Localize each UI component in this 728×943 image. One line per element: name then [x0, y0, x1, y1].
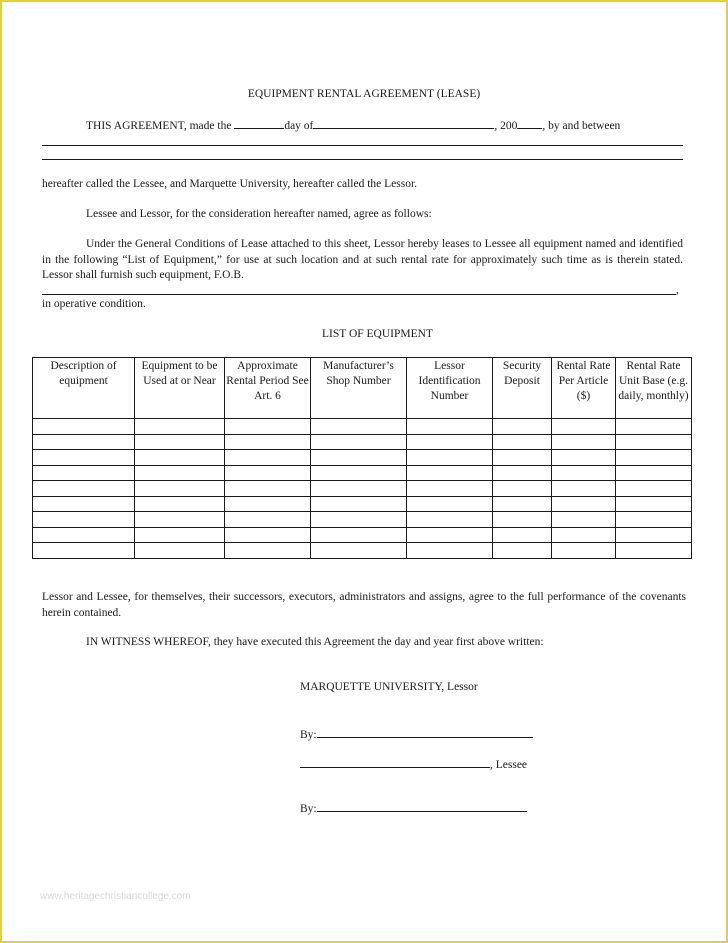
table-cell[interactable] — [407, 465, 493, 481]
lessor-signature-field[interactable] — [317, 726, 533, 738]
table-cell[interactable] — [493, 465, 552, 481]
lessee-name-row — [300, 756, 527, 774]
table-cell[interactable] — [311, 419, 407, 435]
table-header-row — [33, 358, 692, 419]
year-field[interactable] — [517, 117, 542, 129]
lessee-name-field[interactable] — [300, 756, 490, 768]
table-cell[interactable] — [135, 543, 225, 559]
table-cell[interactable] — [407, 450, 493, 466]
table-cell[interactable] — [311, 465, 407, 481]
month-field[interactable] — [313, 117, 494, 129]
table-cell[interactable] — [407, 512, 493, 528]
table-row — [33, 527, 692, 543]
watermark: www.heritagechristiancollege.com — [40, 891, 191, 902]
table-cell[interactable] — [135, 434, 225, 450]
table-cell[interactable] — [616, 512, 692, 528]
consideration-text: Lessee and Lessor, for the consideration hereafter named, agree as follows: — [86, 208, 432, 220]
lessee-name-line-1[interactable] — [42, 145, 683, 146]
intro-text-made: THIS AGREEMENT, made the — [86, 120, 232, 132]
intro-line — [86, 117, 620, 135]
table-cell[interactable] — [311, 512, 407, 528]
table-cell[interactable] — [493, 512, 552, 528]
col-security-deposit: Security Deposit — [493, 358, 552, 419]
table-cell[interactable] — [493, 481, 552, 497]
conditions-paragraph: Under the General Conditions of Lease attached to this sheet, Lessor hereby leases to Lessee all equipment named and identified in the following “List of Equipment,” for use at such location and at such rental rate for approximately such time as is therein stated. Lessor shall furnish such equipment, F.O.B. — [42, 238, 683, 281]
table-cell[interactable] — [33, 481, 135, 497]
list-heading: LIST OF EQUIPMENT — [322, 328, 433, 340]
table-cell[interactable] — [552, 465, 616, 481]
lessee-label: , Lessee — [490, 759, 528, 771]
table-row — [33, 543, 692, 559]
table-cell[interactable] — [311, 496, 407, 512]
document-title: EQUIPMENT RENTAL AGREEMENT (LEASE) — [247, 88, 481, 100]
table-cell[interactable] — [407, 434, 493, 450]
col-lessor-id: Lessor Identification Number — [407, 358, 493, 419]
table-cell[interactable] — [407, 543, 493, 559]
table-cell[interactable] — [225, 419, 311, 435]
table-cell[interactable] — [493, 450, 552, 466]
col-shop-number: Manufacturer’s Shop Number — [311, 358, 407, 419]
col-description: Description of equipment — [33, 358, 135, 419]
table-cell[interactable] — [407, 419, 493, 435]
table-cell[interactable] — [33, 512, 135, 528]
table-cell[interactable] — [552, 450, 616, 466]
col-rate-unit-base: Rental Rate Unit Base (e.g. daily, monthly) — [616, 358, 692, 419]
table-cell[interactable] — [552, 419, 616, 435]
day-field[interactable] — [234, 117, 284, 129]
table-cell[interactable] — [33, 527, 135, 543]
table-cell[interactable] — [311, 434, 407, 450]
table-cell[interactable] — [311, 543, 407, 559]
table-cell[interactable] — [616, 543, 692, 559]
equipment-table — [32, 357, 692, 559]
operative-text: in operative condition. — [42, 298, 146, 310]
intro-text-between: , by and between — [542, 120, 621, 132]
table-cell[interactable] — [33, 450, 135, 466]
by-label-2: By: — [300, 803, 317, 815]
table-cell[interactable] — [552, 434, 616, 450]
table-cell[interactable] — [135, 465, 225, 481]
table-cell[interactable] — [552, 496, 616, 512]
table-cell[interactable] — [135, 419, 225, 435]
lessee-name-line-2[interactable] — [42, 159, 683, 160]
table-cell[interactable] — [33, 419, 135, 435]
table-cell[interactable] — [135, 512, 225, 528]
table-cell[interactable] — [616, 465, 692, 481]
table-row — [33, 481, 692, 497]
table-cell[interactable] — [552, 512, 616, 528]
table-row — [33, 496, 692, 512]
intro-text-year: , 200 — [494, 120, 518, 132]
table-cell[interactable] — [616, 496, 692, 512]
table-row — [33, 450, 692, 466]
table-cell[interactable] — [225, 512, 311, 528]
table-cell[interactable] — [493, 496, 552, 512]
table-cell[interactable] — [616, 419, 692, 435]
table-cell[interactable] — [407, 496, 493, 512]
col-rental-period: Approximate Rental Period See Art. 6 — [225, 358, 311, 419]
table-cell[interactable] — [33, 434, 135, 450]
table-cell[interactable] — [225, 434, 311, 450]
equipment-table-body — [33, 419, 692, 559]
table-row — [33, 419, 692, 435]
table-cell[interactable] — [552, 481, 616, 497]
table-cell[interactable] — [616, 450, 692, 466]
table-cell[interactable] — [225, 465, 311, 481]
table-cell[interactable] — [493, 419, 552, 435]
fob-comma: , — [676, 284, 679, 296]
table-cell[interactable] — [311, 450, 407, 466]
intro-text-dayof: day of — [284, 120, 314, 132]
by-label-1: By: — [300, 729, 317, 741]
table-row — [33, 512, 692, 528]
table-cell[interactable] — [407, 527, 493, 543]
table-cell[interactable] — [135, 481, 225, 497]
lessee-signature-line — [300, 800, 527, 818]
table-cell[interactable] — [616, 481, 692, 497]
table-row — [33, 434, 692, 450]
lessor-signature-line — [300, 726, 533, 744]
table-cell[interactable] — [225, 450, 311, 466]
table-cell[interactable] — [225, 527, 311, 543]
successors-paragraph: Lessor and Lessee, for themselves, their successors, executors, administrators and assigns, agree to the full performance of the covenants herein contained. — [42, 591, 686, 619]
table-cell[interactable] — [493, 527, 552, 543]
table-cell[interactable] — [135, 450, 225, 466]
hereafter-text: hereafter called the Lessee, and Marquette University, hereafter called the Lessor. — [42, 178, 418, 190]
table-cell[interactable] — [33, 543, 135, 559]
witness-text: IN WITNESS WHEREOF, they have executed this Agreement the day and year first above written: — [86, 636, 544, 648]
table-cell[interactable] — [225, 543, 311, 559]
fob-location-line[interactable] — [42, 294, 676, 295]
table-cell[interactable] — [616, 434, 692, 450]
table-cell[interactable] — [311, 481, 407, 497]
table-cell[interactable] — [225, 496, 311, 512]
table-cell[interactable] — [33, 496, 135, 512]
table-cell[interactable] — [407, 481, 493, 497]
table-cell[interactable] — [135, 496, 225, 512]
table-cell[interactable] — [311, 527, 407, 543]
lessor-label: MARQUETTE UNIVERSITY, Lessor — [300, 681, 478, 693]
table-cell[interactable] — [616, 527, 692, 543]
col-rate-per-article: Rental Rate Per Article ($) — [552, 358, 616, 419]
table-cell[interactable] — [552, 527, 616, 543]
table-cell[interactable] — [33, 465, 135, 481]
table-cell[interactable] — [225, 481, 311, 497]
lessee-signature-field[interactable] — [317, 800, 527, 812]
table-cell[interactable] — [493, 434, 552, 450]
col-used-near: Equipment to be Used at or Near — [135, 358, 225, 419]
table-cell[interactable] — [493, 543, 552, 559]
table-cell[interactable] — [552, 543, 616, 559]
table-cell[interactable] — [135, 527, 225, 543]
table-row — [33, 465, 692, 481]
